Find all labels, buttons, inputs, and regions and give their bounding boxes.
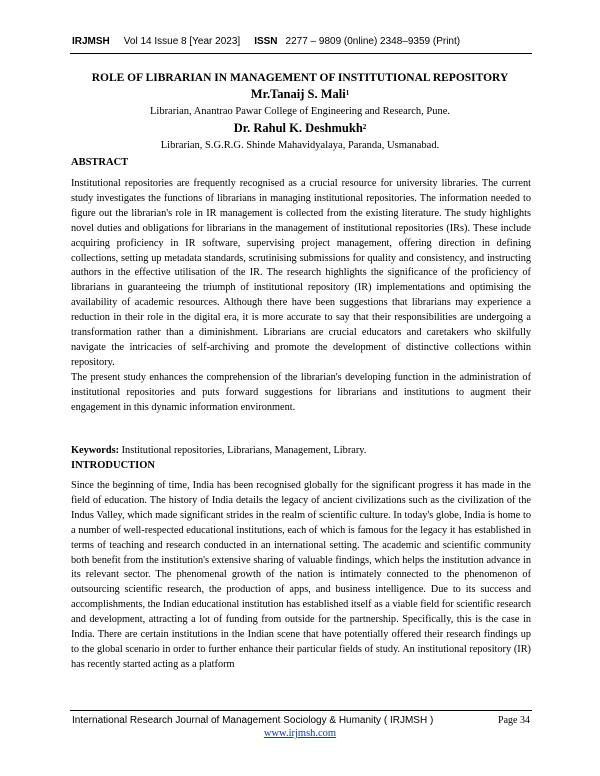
author-1-marker: 1	[345, 89, 350, 97]
running-header	[72, 35, 532, 49]
keywords-line	[71, 444, 531, 458]
abstract-paragraph: The present study enhances the comprehension of the librarian's developing function in the administration of institutional repositories and puts forward suggestions for librarians and institutions to augment their engagement in this dynamic information environment.	[71, 371, 531, 413]
introduction-paragraph: Since the beginning of time, India has been recognised globally for the significant progress it has made in the field of education. The history of India details the legacy of ancient civilizations such as the civilization of the Indus Valley, which made significant strides in the realm of scientific culture. In today's globe, India is home to a number of well-respected educational institutions, each of which is famous for the legacy it has established in terms of teaching and research conducted in an international setting. The academic and scientific community both benefit from the institution's extensive sharing of valuable findings, which helps the institution advance in its relevant sector. The phenomenal growth of the nation is intimately connected to the phenomenon of outsourcing scientific research, the production of apps, and business intelligence. Due to its success and accomplishments, the Indian educational institution has established itself as a viable field for scientific research and development, attracting a lot of funding from outside for the partnership. Specifically, this is the case in India. There are certain institutions in the Indian scene that have potentially offered their research findings up to the global scenario in order to further enhance their particular fields of study. An institutional repository (IR) has recently started acting as a platform	[71, 480, 531, 670]
issn-label: ISSN	[254, 36, 278, 47]
footer-journal-name: International Research Journal of Management Sociology & Humanity ( IRJMSH )	[72, 715, 434, 726]
header-divider	[70, 53, 532, 54]
introduction-heading: INTRODUCTION	[71, 460, 156, 471]
introduction-body	[71, 479, 531, 673]
abstract-body	[71, 177, 531, 416]
journal-url-link[interactable]: www.irjmsh.com	[263, 728, 337, 739]
author-1-name: Mr.Tanaij S. Mali	[250, 87, 346, 101]
footer-divider	[70, 710, 532, 711]
author-2-name: Dr. Rahul K. Deshmukh	[233, 121, 363, 135]
author-1-affiliation: Librarian, Anantrao Pawar College of Engineering and Research, Pune.	[149, 106, 451, 117]
keywords-label: Keywords:	[71, 445, 120, 456]
issn-numbers: 2277 – 9809 (0nline) 2348–9359 (Print)	[285, 36, 461, 47]
page-number: Page 34	[498, 715, 530, 726]
article-title: ROLE OF LIBRARIAN IN MANAGEMENT OF INSTITUTIONAL REPOSITORY	[91, 72, 509, 84]
abstract-heading: ABSTRACT	[71, 157, 129, 168]
author-2-marker: 2	[362, 123, 367, 131]
author-2-affiliation: Librarian, S.G.R.G. Shinde Mahavidyalaya, Paranda, Usmanabad.	[160, 140, 440, 151]
author-1	[60, 87, 540, 102]
abstract-paragraph: Institutional repositories are frequently recognised as a crucial resource for university libraries. The current study investigates the functions of librarians in managing institutional repositories. The information needed to figure out the librarian's role in IR management is collected from the existing literature. The study highlights novel duties and obligations for librarians in the management of institutional repositories (IRs). These include acquiring proficiency in IR software, supervising project management, offering direction in defining collections, setting up metadata standards, scrutinising submissions for quality and consistency, and instructing authors in the effective utilisation of the IR. The research highlights the significance of the proficiency of librarians in guaranteeing the triumph of institutional repository (IR) implementations and optimising the availability of academic resources. Although there have been suggestions that librarians may experience a reduction in their role in the digital era, it is more accurate to say that their responsibilities are undergoing a transformation rather than a diminishment. Librarians are crucial educators and caretakers who skilfully navigate the intricacies of self-archiving and promote the development of distinctive collections within repository.	[71, 178, 531, 368]
volume-issue: Vol 14 Issue 8 [Year 2023]	[123, 36, 241, 47]
running-footer	[72, 714, 532, 728]
keywords-text: Institutional repositories, Librarians, Management, Library.	[121, 445, 367, 456]
author-2	[60, 121, 540, 136]
journal-abbrev: IRJMSH	[72, 36, 110, 47]
